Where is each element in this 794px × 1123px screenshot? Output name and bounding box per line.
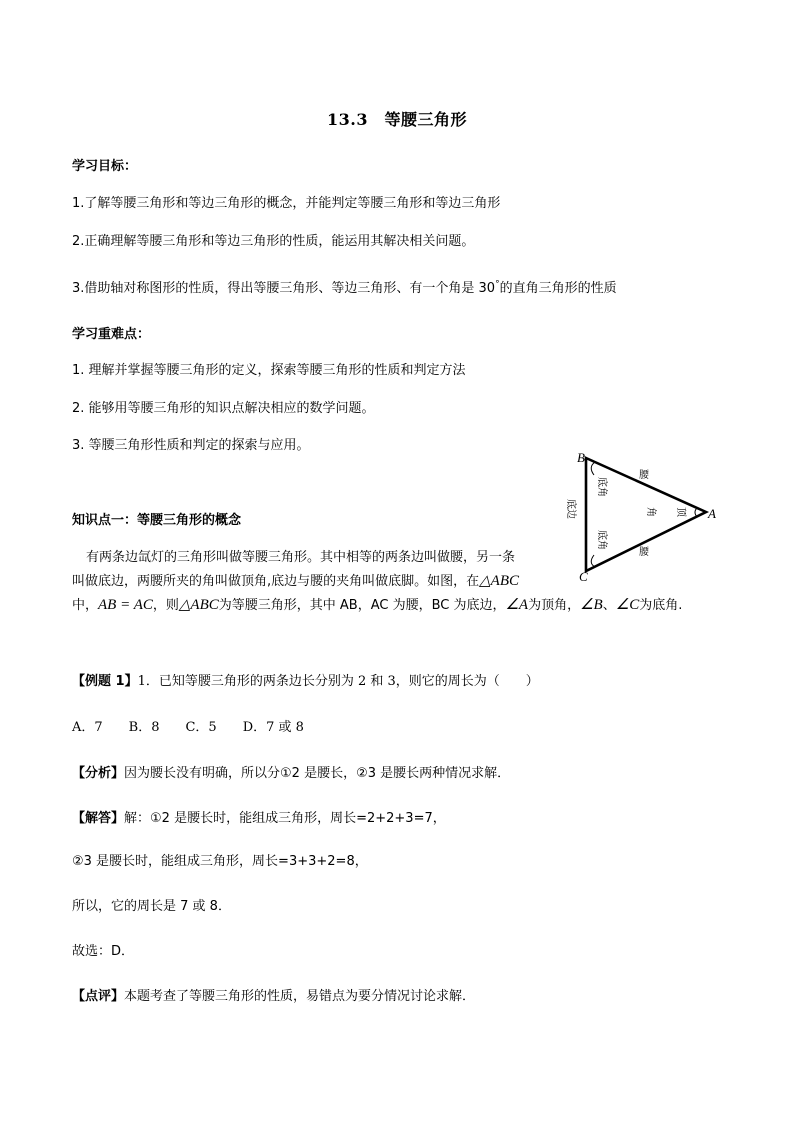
answer-label: 【解答】 [72,811,125,826]
angle-c: ∠C [615,597,640,613]
example-label: 【例题 1】 [72,674,138,689]
angle-a: ∠A [505,597,529,613]
example-answer [72,807,446,826]
degree-sign: ° [495,279,500,290]
goal-item-1: 1.了解等腰三角形和等边三角形的概念，并能判定等腰三角形和等边三角形 [72,196,501,211]
analysis-text: 因为腰长没有明确，所以分①2 是腰长，②3 是腰长两种情况求解． [124,766,511,781]
comment-label: 【点评】 [72,989,125,1004]
answer-line-2: ②3 是腰长时，能组成三角形，周长=3+3+2=8， [72,854,368,869]
goal-item-3-prefix: 3.借助轴对称图形的性质，得出等腰三角形、等边三角形、有一个角是 30 [72,281,496,296]
base-side-label: 底边 [565,499,576,519]
answer-text: 解：①2 是腰长时，能组成三角形，周长=2+2+3=7， [124,811,446,826]
leg-bottom-label: 腰 [639,547,649,558]
base-angle-bottom-label: 底角 [596,530,607,550]
knowledge-line-3-k: 为底角. [639,598,683,613]
knowledge-line-3-a: 中， [72,598,99,613]
keypoint-item-3: 3. 等腰三角形性质和判定的探索与应用。 [72,438,310,453]
angle-b: ∠B [580,597,603,613]
vertex-a-label: A [708,506,716,521]
example-question [72,670,539,689]
knowledge-line-3-c: ，则 [152,598,179,613]
leg-top-label: 腰 [639,470,649,481]
comment-text: 本题考查了等腰三角形的性质，易错点为要分情况讨论求解． [124,989,476,1004]
triangle-abc-notation: △ABC [479,573,520,589]
knowledge-line-2-text: 叫做底边，两腰所夹的角叫做顶角,底边与腰的夹角叫做底脚。如图，在 [72,574,480,589]
vertex-b-label: B [577,450,585,465]
analysis-label: 【分析】 [72,766,125,781]
apex-angle-label-1: 顶 [675,507,686,517]
goal-item-2: 2.正确理解等腰三角形和等边三角形的性质，能运用其解决相关问题。 [72,234,475,249]
example-analysis [72,762,510,781]
knowledge-line-3-g: 为顶角， [528,598,581,613]
isosceles-triangle-figure [548,445,723,585]
answer-line-4: 故选：D． [72,944,135,959]
knowledge-line-2 [72,570,519,590]
example-comment [72,985,475,1004]
ab-equals-ac: AB = AC [98,597,153,613]
goals-heading: 学习目标： [72,159,138,174]
knowledge-line-3-e: 为等腰三角形，其中 AB，AC 为腰，BC 为底边， [218,598,506,613]
knowledge-heading: 知识点一：等腰三角形的概念 [72,513,242,528]
vertex-c-label: C [579,569,588,584]
page-title: 13.3 等腰三角形 [327,110,467,129]
goal-item-3 [72,277,617,296]
goal-item-3-suffix: 的直角三角形的性质 [499,281,617,296]
example-question-text: 1．已知等腰三角形的两条边长分别为 2 和 3，则它的周长为（ ） [137,674,539,689]
knowledge-line-1: 有两条边氙灯的三角形叫做等腰三角形。其中相等的两条边叫做腰，另一条 [86,550,516,565]
keypoints-heading: 学习重难点： [72,327,151,342]
keypoint-item-1: 1. 理解并掌握等腰三角形的定义，探索等腰三角形的性质和判定方法 [72,363,466,378]
example-options: A．7 B．8 C．5 D．7 或 8 [72,720,304,735]
triangle-abc-notation-2: △ABC [178,597,219,613]
knowledge-line-3-i: 、 [602,598,616,613]
angle-c-arc [591,555,595,567]
angle-b-arc [591,462,595,475]
keypoint-item-2: 2. 能够用等腰三角形的知识点解决相应的数学问题。 [72,401,375,416]
knowledge-line-3 [72,594,682,614]
apex-angle-label-2: 角 [645,507,656,517]
base-angle-top-label: 底角 [596,477,607,497]
answer-line-3: 所以，它的周长是 7 或 8． [72,899,231,914]
